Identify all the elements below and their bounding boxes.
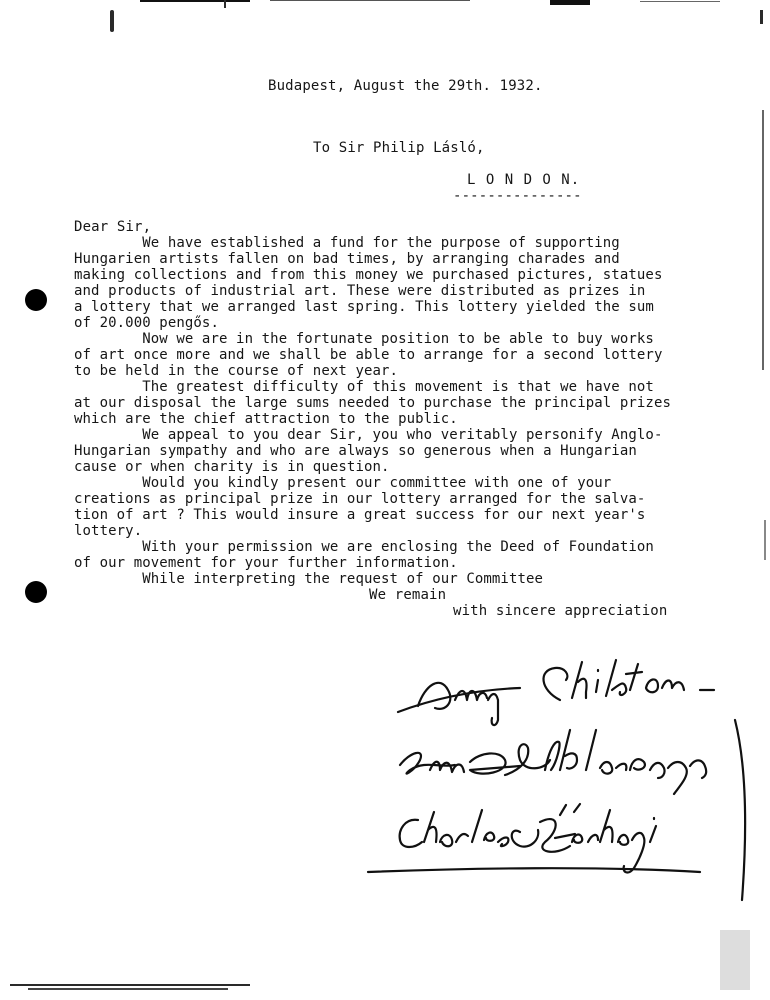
city-underline: ---------------	[453, 188, 582, 204]
signature-schlosberg	[400, 720, 745, 900]
bottom-edge-mark	[720, 930, 750, 990]
bottom-edge-mark	[28, 988, 228, 990]
body-line: tion of art ? This would insure a great success for our next year's	[74, 507, 646, 523]
body-line: a lottery that we arranged last spring. This lottery yielded the sum	[74, 299, 654, 315]
body-line: We appeal to you dear Sir, you who veritably personify Anglo-	[74, 427, 663, 443]
body-line: The greatest difficulty of this movement is that we have not	[74, 379, 654, 395]
body-line: at our disposal the large sums needed to purchase the principal prizes	[74, 395, 672, 411]
body-line: to be held in the course of next year.	[74, 363, 399, 379]
body-line: making collections and from this money we purchased pictures, statues	[74, 267, 663, 283]
closing-appreciation: with sincere appreciation	[453, 603, 668, 619]
body-line: creations as principal prize in our lottery arranged for the salva-	[74, 491, 646, 507]
recipient-city: L O N D O N.	[467, 172, 581, 188]
bottom-edge-mark	[10, 984, 250, 986]
body-line: which are the chief attraction to the public.	[74, 411, 458, 427]
salutation: Dear Sir,	[74, 219, 152, 235]
body-line: of 20.000 pengős.	[74, 315, 219, 331]
body-line: We have established a fund for the purpose of supporting	[74, 235, 620, 251]
body-line: cause or when charity is in question.	[74, 459, 390, 475]
signature-chilston	[398, 660, 714, 725]
body-line: of art once more and we shall be able to arrange for a second lottery	[74, 347, 663, 363]
body-line: Hungarien artists fallen on bad times, by arranging charades and	[74, 251, 620, 267]
body-line: Would you kindly present our committee with one of your	[74, 475, 612, 491]
dateline: Budapest, August the 29th. 1932.	[268, 78, 543, 94]
closing-we-remain: We remain	[369, 587, 447, 603]
body-line: of our movement for your further information.	[74, 555, 458, 571]
body-line: While interpreting the request of our Committee	[74, 571, 544, 587]
body-line: Now we are in the fortunate position to be able to buy works	[74, 331, 654, 347]
body-line: With your permission we are enclosing the Deed of Foundation	[74, 539, 654, 555]
signature-szechenyi	[368, 804, 700, 872]
body-line: Hungarian sympathy and who are always so generous when a Hungarian	[74, 443, 637, 459]
recipient-line: To Sir Philip Lásló,	[313, 140, 485, 156]
body-line: lottery.	[74, 523, 143, 539]
body-line: and products of industrial art. These were distributed as prizes in	[74, 283, 646, 299]
